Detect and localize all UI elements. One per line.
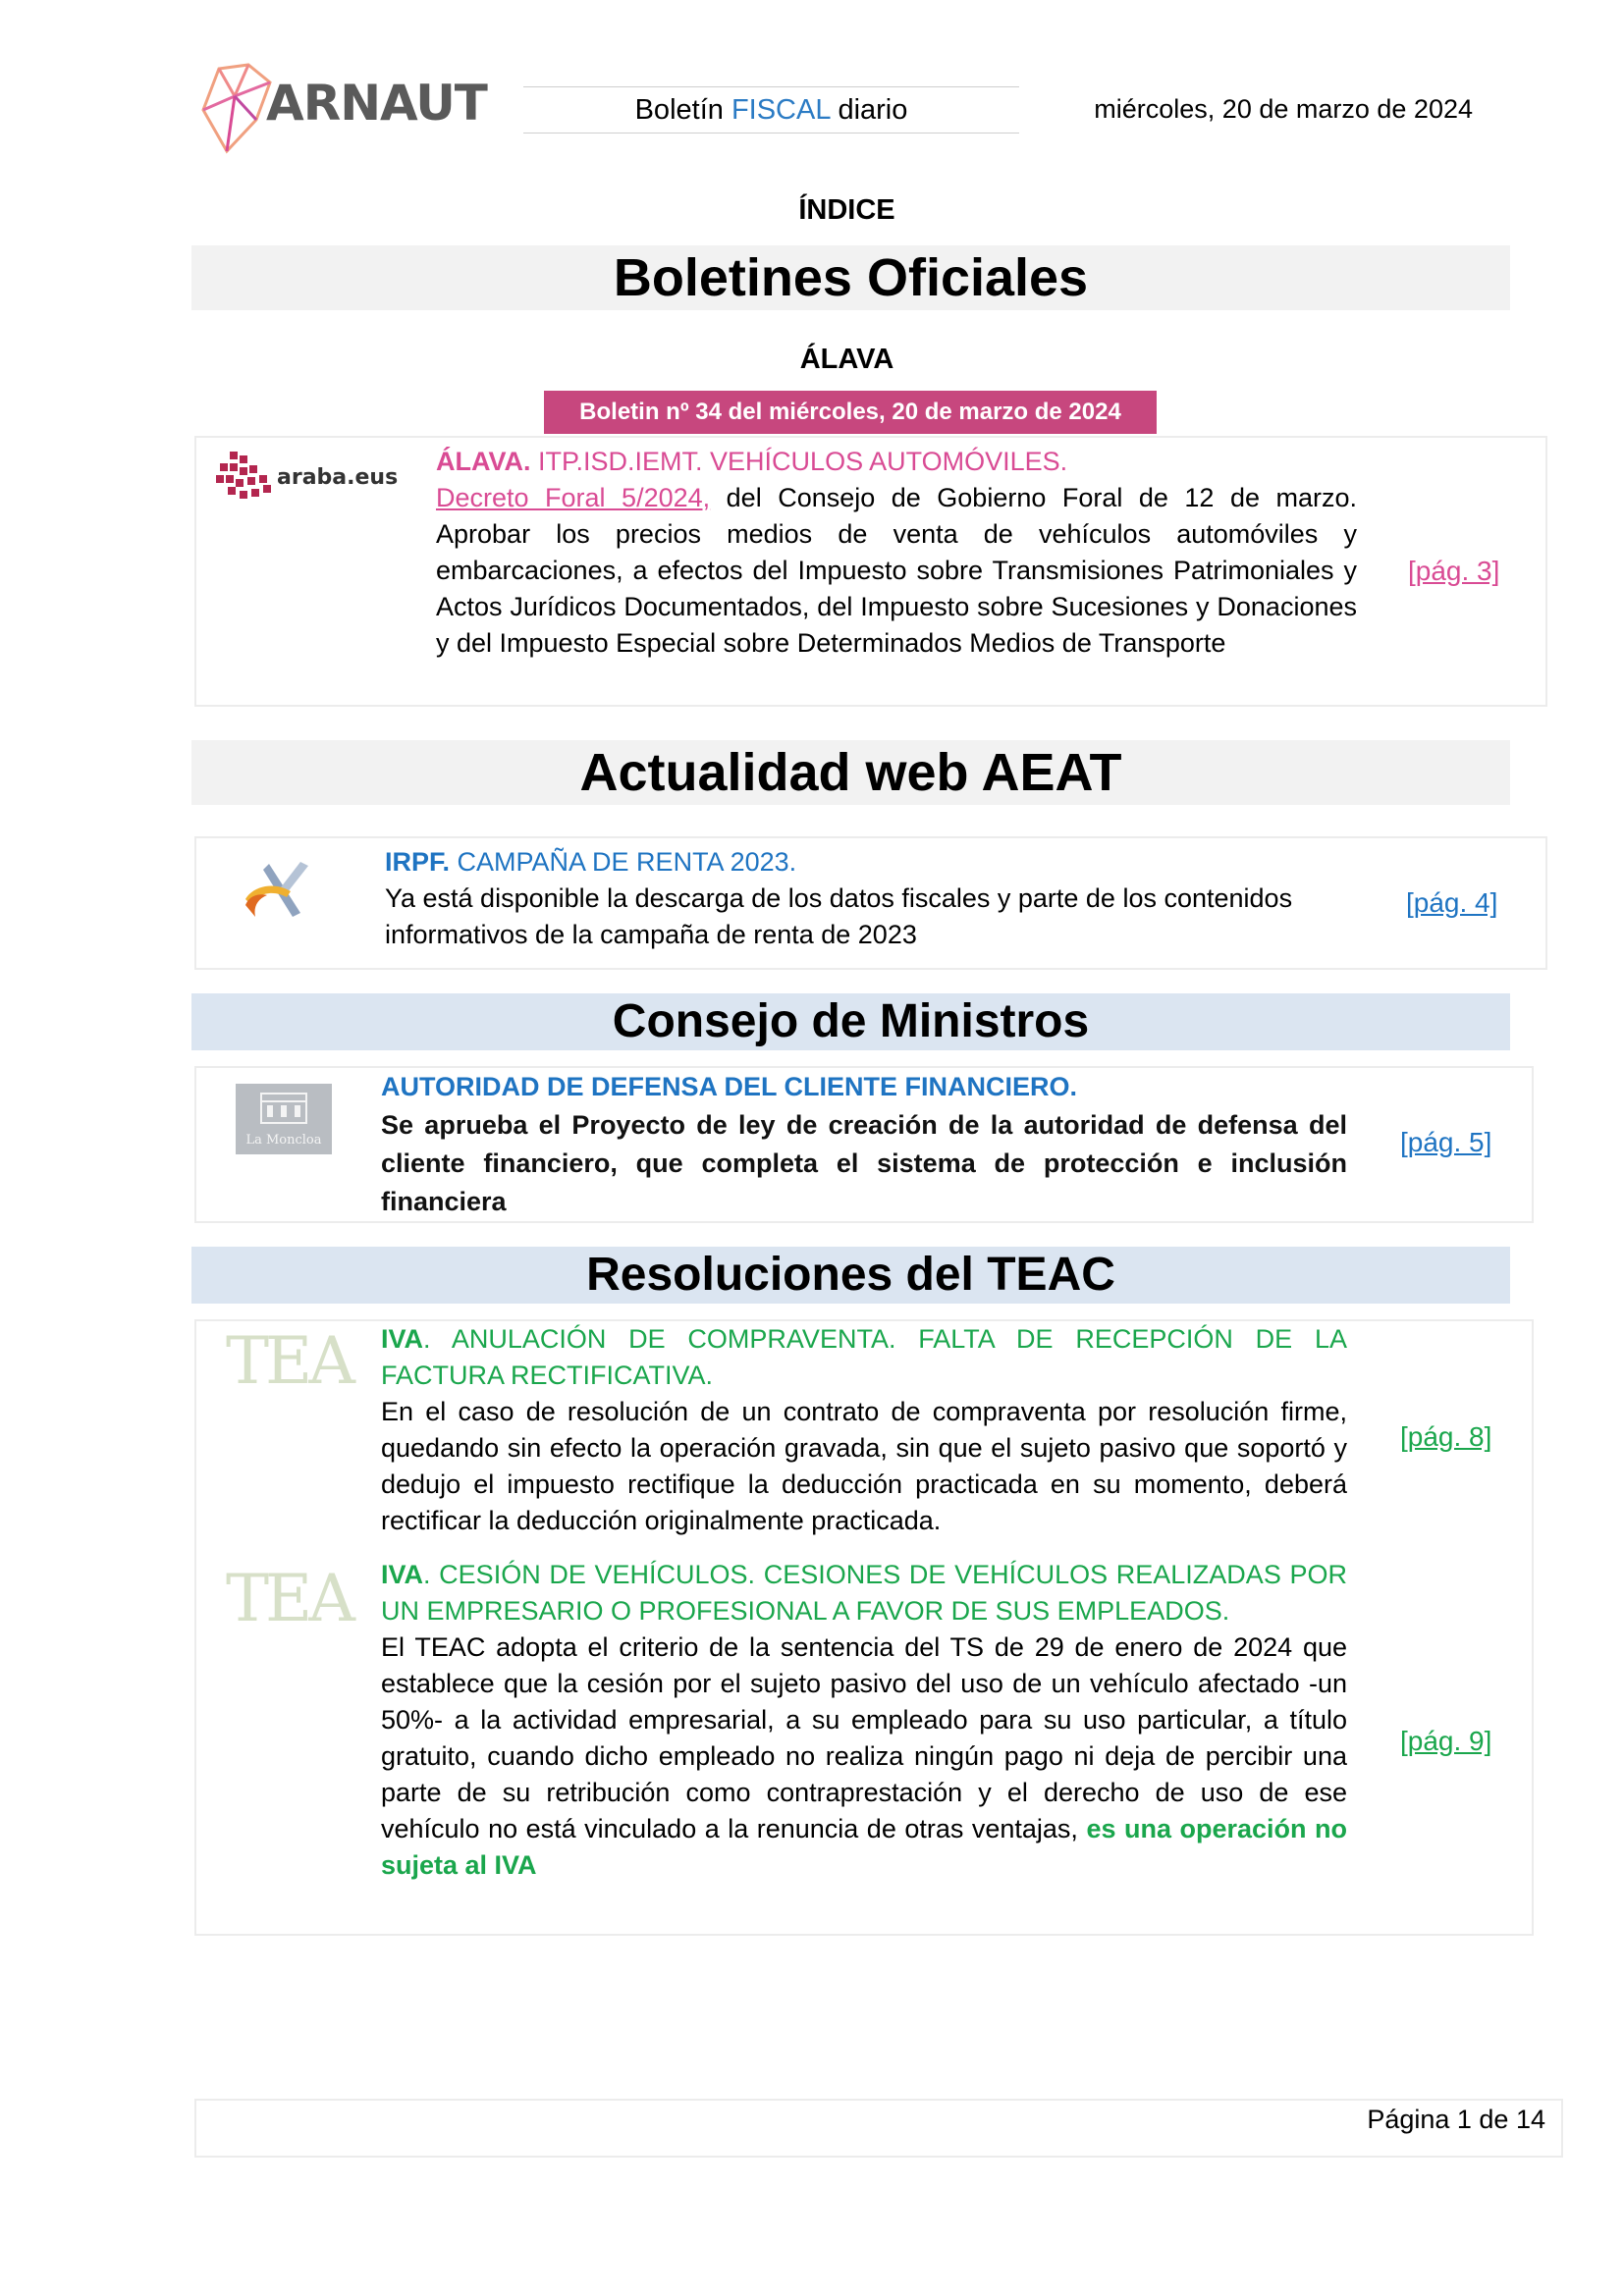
entry-consejo-text — [381, 1068, 1347, 1221]
entry-consejo-body: Se aprueba el Proyecto de ley de creación de la autoridad de defensa del cliente financiero, que completa el sistema de protección e inclusión financiera — [381, 1110, 1347, 1216]
entry-alava-body: del Consejo de Gobierno Foral de 12 de marzo. Aprobar los precios medios de venta de vehículos automóviles y embarcaciones, a efectos del Impuesto sobre Transmisiones Patrimoniales y Actos Jurídicos Documentados, del Impuesto sobre Sucesiones y Donaciones y del Impuesto Especial sobre Determinados Medios de Transporte — [436, 483, 1358, 658]
entry-teac-2-title-rest: . CESIÓN DE VEHÍCULOS. CESIONES DE VEHÍCULOS REALIZADAS POR UN EMPRESARIO O PROFESIONAL A FAVOR DE SUS EMPLEADOS. — [381, 1560, 1347, 1626]
page-link-3[interactable]: [pág. 3] — [1408, 556, 1500, 586]
entry-card-aeat — [194, 836, 1547, 970]
moncloa-logo-text: La Moncloa — [245, 1133, 322, 1148]
entry-consejo-title: AUTORIDAD DE DEFENSA DEL CLIENTE FINANCIERO. — [381, 1072, 1078, 1101]
entry-teac-2-text — [381, 1557, 1347, 1884]
araba-logo-icon — [216, 450, 277, 505]
decreto-foral-link[interactable]: Decreto Foral 5/2024, — [436, 483, 711, 512]
moncloa-building-icon — [236, 1084, 332, 1131]
bulletin-title — [523, 86, 1019, 133]
entry-aeat-text — [385, 844, 1357, 953]
araba-logo — [216, 448, 403, 507]
entry-alava-title-bold: ÁLAVA. — [436, 447, 531, 476]
page-link-9[interactable]: [pág. 9] — [1400, 1726, 1492, 1756]
entry-alava-title — [436, 444, 1357, 480]
section-boletines-title: Boletines Oficiales — [191, 245, 1510, 310]
entry-teac-1-title-bold: IVA — [381, 1324, 424, 1354]
bulletin-title-accent: FISCAL — [731, 94, 831, 126]
entry-teac-1-text — [381, 1321, 1347, 1539]
entry-aeat-title-bold: IRPF. — [385, 847, 451, 877]
entry-teac-2-title — [381, 1557, 1347, 1629]
entry-teac-2-body: El TEAC adopta el criterio de la sentencia del TS de 29 de enero de 2024 que establece que la cesión por el sujeto pasivo del uso de un vehículo afectado -un 50%- a la actividad empresarial, a su empleado para su uso particular, a título gratuito, cuando dicho empleado no realiza ningún pago ni deja de percibir una parte de su retribución como contraprestación y el derecho de uso de ese vehículo no está vinculado a la renuncia de otras ventajas, — [381, 1632, 1347, 1843]
index-title: ÍNDICE — [798, 194, 895, 226]
entry-alava-title-rest: ITP.ISD.IEMT. VEHÍCULOS AUTOMÓVILES. — [530, 447, 1068, 476]
entry-teac-1-title-rest: . ANULACIÓN DE COMPRAVENTA. FALTA DE RECEPCIÓN DE LA FACTURA RECTIFICATIVA. — [381, 1324, 1347, 1390]
entry-alava-text — [436, 444, 1357, 662]
aeat-logo-icon — [240, 856, 322, 927]
section-aeat-title: Actualidad web AEAT — [191, 740, 1510, 805]
tea-logo-1-text: TEA — [226, 1323, 352, 1399]
page-link-5[interactable]: [pág. 5] — [1400, 1127, 1492, 1157]
arnaut-logo-icon — [199, 61, 273, 154]
entry-card-alava — [194, 436, 1547, 707]
entry-aeat-title — [385, 844, 1357, 881]
tea-logo-1 — [226, 1323, 352, 1399]
tea-logo-2 — [226, 1561, 352, 1636]
entry-teac-2-title-bold: IVA — [381, 1560, 424, 1589]
entry-aeat-body: Ya está disponible la descarga de los datos fiscales y parte de los contenidos informativos de la campaña de renta de 2023 — [385, 883, 1293, 949]
boletin-label: Boletin nº 34 del miércoles, 20 de marzo de 2024 — [544, 391, 1157, 434]
entry-aeat-title-rest: CAMPAÑA DE RENTA 2023. — [450, 847, 797, 877]
moncloa-logo — [236, 1084, 332, 1154]
page-link-8[interactable]: [pág. 8] — [1400, 1421, 1492, 1452]
entry-teac-1-title — [381, 1321, 1347, 1394]
araba-logo-text: araba.eus — [277, 465, 399, 490]
footer-box — [194, 2099, 1563, 2158]
entry-card-teac — [194, 1319, 1534, 1936]
bulletin-title-post: diario — [830, 94, 908, 126]
arnaut-logo — [199, 61, 487, 154]
section-consejo-title: Consejo de Ministros — [191, 993, 1510, 1050]
footer-page-number: Página 1 de 14 — [1367, 2105, 1545, 2134]
region-heading: ÁLAVA — [799, 344, 894, 375]
tea-logo-2-text: TEA — [226, 1561, 352, 1636]
entry-teac-1-body: En el caso de resolución de un contrato de compraventa por resolución firme, quedando sin efecto la operación gravada, sin que el sujeto pasivo que soportó y dedujo el impuesto rectifique la deducción practicada en su momento, deberá rectificar la deducción originalmente practicada. — [381, 1397, 1347, 1535]
header-date: miércoles, 20 de marzo de 2024 — [1094, 94, 1473, 124]
section-teac-title: Resoluciones del TEAC — [191, 1247, 1510, 1304]
logo-text: ARNAUT — [266, 75, 487, 132]
page-link-4[interactable]: [pág. 4] — [1406, 887, 1498, 918]
bulletin-title-pre: Boletín — [634, 94, 731, 126]
entry-card-consejo — [194, 1066, 1534, 1223]
entry-teac-2-highlight: es una operación no sujeta al IVA — [381, 1814, 1347, 1880]
